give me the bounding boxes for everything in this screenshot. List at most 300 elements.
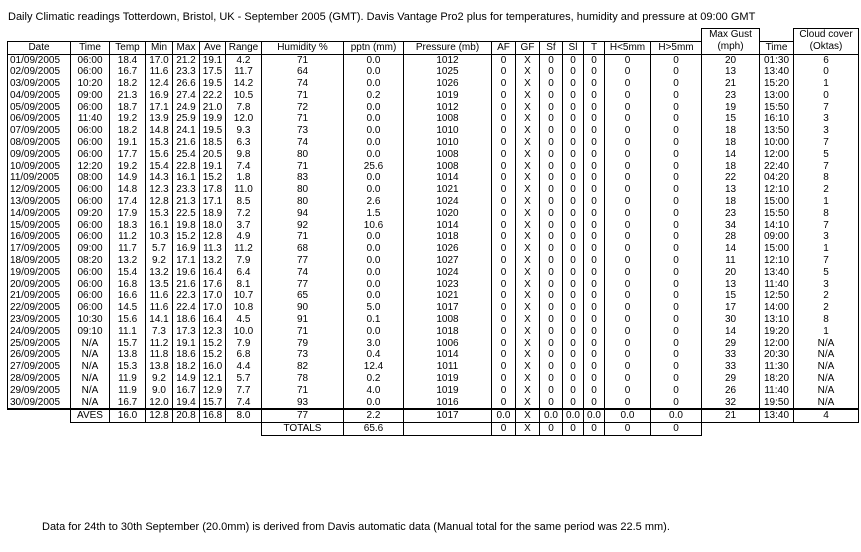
table-cell: 3: [794, 279, 859, 291]
table-cell: 0: [492, 137, 516, 149]
table-cell: 8.1: [226, 279, 262, 291]
table-cell: 0: [584, 385, 605, 397]
table-cell: 14.2: [226, 78, 262, 90]
table-cell: X: [516, 54, 540, 66]
table-cell: 0.0: [344, 326, 404, 338]
table-cell: 12:50: [760, 290, 794, 302]
table-cell: 13.2: [110, 255, 146, 267]
table-cell: 9.3: [226, 125, 262, 137]
table-cell: 1021: [404, 184, 492, 196]
aves-af: 0.0: [492, 409, 516, 423]
table-cell: 0: [540, 326, 563, 338]
table-cell: 0: [794, 66, 859, 78]
table-cell: N/A: [71, 349, 110, 361]
table-cell: 06:00: [71, 220, 110, 232]
table-cell: 8: [794, 314, 859, 326]
table-cell: 0: [563, 90, 584, 102]
table-cell: 12.0: [226, 113, 262, 125]
table-cell: 16.1: [173, 172, 200, 184]
table-cell: 64: [262, 66, 344, 78]
table-cell: 0.0: [344, 397, 404, 410]
table-cell: 7.4: [226, 397, 262, 410]
table-cell: 19.8: [173, 220, 200, 232]
table-cell: 07/09/2005: [8, 125, 71, 137]
table-cell: 0: [651, 326, 702, 338]
table-cell: 73: [262, 349, 344, 361]
table-cell: 9.2: [146, 373, 173, 385]
table-cell: 0: [563, 113, 584, 125]
table-cell: 21.6: [173, 279, 200, 291]
table-row: [8, 361, 859, 373]
table-cell: 12.8: [200, 231, 226, 243]
table-cell: 0: [651, 78, 702, 90]
table-cell: 22.2: [200, 90, 226, 102]
table-cell: 0: [540, 113, 563, 125]
table-cell: 0: [492, 208, 516, 220]
table-cell: 80: [262, 184, 344, 196]
table-cell: 0: [563, 184, 584, 196]
table-cell: 0: [492, 349, 516, 361]
table-cell: 14:00: [760, 302, 794, 314]
table-cell: N/A: [71, 373, 110, 385]
table-cell: 1012: [404, 54, 492, 66]
table-cell: 24/09/2005: [8, 326, 71, 338]
table-cell: 16.6: [110, 290, 146, 302]
table-cell: 09:20: [71, 208, 110, 220]
table-row: [8, 243, 859, 255]
table-cell: 09:00: [760, 231, 794, 243]
table-cell: 24.9: [173, 102, 200, 114]
table-cell: 17/09/2005: [8, 243, 71, 255]
table-cell: 15.2: [200, 172, 226, 184]
table-cell: 0: [584, 66, 605, 78]
table-cell: 04/09/2005: [8, 90, 71, 102]
table-cell: 18.7: [110, 102, 146, 114]
table-cell: X: [516, 314, 540, 326]
table-cell: 72: [262, 102, 344, 114]
table-cell: 0: [651, 397, 702, 410]
table-cell: 2: [794, 184, 859, 196]
table-cell: 6.4: [226, 267, 262, 279]
table-cell: 13:50: [760, 125, 794, 137]
table-cell: 17.1: [200, 196, 226, 208]
table-cell: 23.3: [173, 184, 200, 196]
table-cell: 0: [605, 314, 651, 326]
table-cell: X: [516, 172, 540, 184]
aves-hgt5: 0.0: [651, 409, 702, 423]
table-cell: 3.7: [226, 220, 262, 232]
table-cell: 11.2: [226, 243, 262, 255]
aves-sl: 0.0: [563, 409, 584, 423]
table-cell: 15.4: [110, 267, 146, 279]
table-cell: 0: [651, 125, 702, 137]
table-cell: 7: [794, 220, 859, 232]
table-cell: 0: [492, 102, 516, 114]
table-cell: 0: [492, 196, 516, 208]
table-cell: 1024: [404, 267, 492, 279]
table-cell: 0: [540, 385, 563, 397]
table-cell: 0: [651, 302, 702, 314]
table-cell: 19.1: [200, 161, 226, 173]
table-cell: 19.6: [173, 267, 200, 279]
table-cell: 18: [702, 137, 760, 149]
table-cell: 18: [702, 196, 760, 208]
table-cell: 13.9: [146, 113, 173, 125]
table-cell: 0: [584, 279, 605, 291]
table-cell: 1023: [404, 279, 492, 291]
table-cell: 1.5: [344, 208, 404, 220]
table-cell: 4.4: [226, 361, 262, 373]
table-cell: 1019: [404, 385, 492, 397]
table-cell: 77: [262, 255, 344, 267]
table-cell: 13: [702, 279, 760, 291]
header-t: T: [584, 41, 605, 54]
table-cell: 17.1: [173, 255, 200, 267]
table-cell: 92: [262, 220, 344, 232]
table-cell: 0: [492, 302, 516, 314]
table-cell: 71: [262, 231, 344, 243]
table-cell: 16:10: [760, 113, 794, 125]
table-row: [8, 113, 859, 125]
table-cell: 0: [605, 161, 651, 173]
table-cell: 06:00: [71, 102, 110, 114]
table-cell: 09:10: [71, 326, 110, 338]
table-cell: 0: [492, 184, 516, 196]
table-cell: 21/09/2005: [8, 290, 71, 302]
totals-gf: X: [516, 423, 540, 436]
table-cell: X: [516, 243, 540, 255]
table-cell: 1: [794, 326, 859, 338]
table-cell: 33: [702, 361, 760, 373]
table-cell: 10.6: [344, 220, 404, 232]
table-cell: 0: [563, 172, 584, 184]
table-cell: 8: [794, 208, 859, 220]
table-cell: 0: [492, 149, 516, 161]
table-cell: 0: [605, 78, 651, 90]
table-cell: 13: [702, 66, 760, 78]
header-gf: GF: [516, 41, 540, 54]
table-cell: 15:50: [760, 102, 794, 114]
table-row: [8, 385, 859, 397]
table-cell: 0.0: [344, 279, 404, 291]
table-cell: 7.2: [226, 208, 262, 220]
table-cell: 20:30: [760, 349, 794, 361]
table-cell: 0: [651, 361, 702, 373]
table-cell: 0: [605, 231, 651, 243]
header-range: Range: [226, 41, 262, 54]
table-cell: 12:20: [71, 161, 110, 173]
table-cell: 11.6: [146, 302, 173, 314]
table-cell: 18/09/2005: [8, 255, 71, 267]
table-cell: 13.8: [110, 349, 146, 361]
table-cell: 0: [563, 125, 584, 137]
table-cell: 1016: [404, 397, 492, 410]
table-cell: 17.6: [200, 279, 226, 291]
table-cell: 1012: [404, 102, 492, 114]
table-cell: 22/09/2005: [8, 302, 71, 314]
table-cell: 19.4: [173, 397, 200, 410]
table-cell: 0: [540, 172, 563, 184]
table-cell: 3: [794, 231, 859, 243]
table-cell: 1018: [404, 326, 492, 338]
table-cell: 0: [584, 243, 605, 255]
table-cell: 0: [492, 54, 516, 66]
table-cell: X: [516, 255, 540, 267]
table-cell: 28: [702, 231, 760, 243]
table-cell: 19/09/2005: [8, 267, 71, 279]
table-cell: 1026: [404, 78, 492, 90]
table-cell: 0: [563, 338, 584, 350]
table-row: [8, 255, 859, 267]
table-row: [8, 208, 859, 220]
table-cell: 19.1: [200, 54, 226, 66]
table-cell: 0.0: [344, 149, 404, 161]
totals-spacer: [8, 423, 71, 436]
table-cell: 0: [492, 90, 516, 102]
table-cell: 0: [540, 137, 563, 149]
table-cell: 17: [702, 302, 760, 314]
header-cloud: Cloud cover: [794, 29, 859, 42]
table-cell: 22.5: [173, 208, 200, 220]
table-cell: 0: [605, 243, 651, 255]
table-row: [8, 349, 859, 361]
table-cell: 15.6: [110, 314, 146, 326]
table-cell: 1024: [404, 196, 492, 208]
totals-sf: 0: [540, 423, 563, 436]
table-cell: 17.0: [200, 302, 226, 314]
table-cell: X: [516, 102, 540, 114]
table-cell: 06:00: [71, 290, 110, 302]
table-cell: 19:20: [760, 326, 794, 338]
table-cell: 0: [563, 349, 584, 361]
table-cell: 71: [262, 90, 344, 102]
table-cell: 3.0: [344, 338, 404, 350]
table-cell: 12:10: [760, 184, 794, 196]
table-cell: 1019: [404, 90, 492, 102]
table-cell: 1010: [404, 125, 492, 137]
table-cell: 05/09/2005: [8, 102, 71, 114]
table-cell: N/A: [794, 385, 859, 397]
table-cell: 06:00: [71, 267, 110, 279]
table-cell: 0: [605, 385, 651, 397]
table-cell: 06:00: [71, 137, 110, 149]
table-cell: 15:00: [760, 196, 794, 208]
table-cell: 19.1: [173, 338, 200, 350]
table-cell: 18.0: [200, 220, 226, 232]
totals-label: TOTALS: [262, 423, 344, 436]
table-cell: 0: [584, 397, 605, 410]
table-cell: 0: [540, 149, 563, 161]
table-cell: 0: [563, 208, 584, 220]
table-cell: X: [516, 373, 540, 385]
table-cell: 0: [651, 255, 702, 267]
table-cell: 1014: [404, 220, 492, 232]
table-cell: 11.2: [110, 231, 146, 243]
table-cell: 0: [540, 290, 563, 302]
header-humidity: Humidity %: [262, 41, 344, 54]
table-cell: 5: [794, 267, 859, 279]
table-cell: 0: [605, 279, 651, 291]
table-cell: N/A: [794, 397, 859, 410]
table-cell: 25.9: [173, 113, 200, 125]
table-cell: 18:20: [760, 373, 794, 385]
totals-hlt5: 0: [605, 423, 651, 436]
table-cell: 8.5: [226, 196, 262, 208]
table-cell: 5.7: [226, 373, 262, 385]
table-cell: 29: [702, 373, 760, 385]
table-cell: 10:00: [760, 137, 794, 149]
table-cell: 0: [563, 314, 584, 326]
table-cell: 17.0: [200, 290, 226, 302]
table-cell: 4.9: [226, 231, 262, 243]
table-cell: 0: [584, 172, 605, 184]
table-cell: 1: [794, 78, 859, 90]
table-cell: 0: [584, 267, 605, 279]
table-cell: 1020: [404, 208, 492, 220]
table-cell: 10/09/2005: [8, 161, 71, 173]
table-cell: 15.6: [146, 149, 173, 161]
table-cell: 19.1: [110, 137, 146, 149]
table-cell: 22.8: [173, 161, 200, 173]
table-cell: 17.7: [110, 149, 146, 161]
table-cell: 13/09/2005: [8, 196, 71, 208]
table-row: [8, 338, 859, 350]
table-cell: 0: [651, 373, 702, 385]
table-cell: 1008: [404, 161, 492, 173]
table-cell: 19.2: [110, 113, 146, 125]
table-cell: 0: [492, 231, 516, 243]
table-cell: 0: [540, 161, 563, 173]
table-cell: 25.6: [344, 161, 404, 173]
table-cell: 0.0: [344, 290, 404, 302]
table-cell: 16.7: [110, 66, 146, 78]
table-cell: 0.0: [344, 184, 404, 196]
table-cell: 0: [563, 373, 584, 385]
table-cell: X: [516, 90, 540, 102]
table-cell: 17.8: [200, 184, 226, 196]
table-cell: 0: [605, 184, 651, 196]
table-cell: X: [516, 385, 540, 397]
table-cell: 0: [584, 231, 605, 243]
table-cell: 7: [794, 255, 859, 267]
table-cell: 12.9: [200, 385, 226, 397]
table-cell: 6.8: [226, 349, 262, 361]
table-cell: 14: [702, 149, 760, 161]
aves-t: 0.0: [584, 409, 605, 423]
table-cell: 1: [794, 196, 859, 208]
table-cell: 12.4: [344, 361, 404, 373]
table-cell: 12.4: [146, 78, 173, 90]
header-cloud-unit: (Oktas): [794, 41, 859, 54]
table-cell: 0: [563, 267, 584, 279]
table-cell: 19: [702, 102, 760, 114]
table-cell: 0: [540, 314, 563, 326]
table-cell: 0.0: [344, 255, 404, 267]
aves-gust: 21: [702, 409, 760, 423]
table-cell: 13:40: [760, 66, 794, 78]
table-cell: 27.4: [173, 90, 200, 102]
header-pressure: Pressure (mb): [404, 41, 492, 54]
table-cell: 0: [492, 243, 516, 255]
table-cell: 18.5: [200, 137, 226, 149]
table-cell: X: [516, 196, 540, 208]
table-row: [8, 78, 859, 90]
table-cell: 0: [492, 113, 516, 125]
table-cell: X: [516, 161, 540, 173]
table-cell: 17.4: [110, 196, 146, 208]
table-row: [8, 137, 859, 149]
table-cell: 0: [540, 279, 563, 291]
table-cell: 0: [563, 54, 584, 66]
table-cell: 71: [262, 161, 344, 173]
table-cell: 11:40: [71, 113, 110, 125]
table-cell: 11:40: [760, 279, 794, 291]
table-cell: 82: [262, 361, 344, 373]
table-cell: 71: [262, 113, 344, 125]
table-cell: 14.8: [146, 125, 173, 137]
table-cell: 0: [651, 149, 702, 161]
header-hgt5: H>5mm: [651, 41, 702, 54]
table-cell: 79: [262, 338, 344, 350]
table-cell: 28/09/2005: [8, 373, 71, 385]
table-cell: 18: [702, 125, 760, 137]
table-cell: 11.1: [110, 326, 146, 338]
table-row: [8, 231, 859, 243]
table-cell: 0: [540, 78, 563, 90]
table-cell: 06:00: [71, 184, 110, 196]
table-cell: 19:50: [760, 397, 794, 410]
header-pptn: pptn (mm): [344, 41, 404, 54]
header-temp: Temp: [110, 41, 146, 54]
table-cell: 0: [563, 385, 584, 397]
table-cell: 0: [492, 66, 516, 78]
table-cell: 26/09/2005: [8, 349, 71, 361]
table-cell: 6.3: [226, 137, 262, 149]
table-cell: 21.6: [173, 137, 200, 149]
table-cell: 1014: [404, 172, 492, 184]
table-row: [8, 326, 859, 338]
table-cell: 0: [563, 279, 584, 291]
table-cell: N/A: [71, 361, 110, 373]
table-cell: 0: [584, 54, 605, 66]
table-cell: 9.0: [146, 385, 173, 397]
table-cell: 0: [584, 349, 605, 361]
table-cell: 0: [605, 397, 651, 410]
table-cell: 22: [702, 172, 760, 184]
table-cell: 0: [492, 279, 516, 291]
table-cell: 11.2: [146, 338, 173, 350]
table-cell: 0.0: [344, 102, 404, 114]
table-cell: N/A: [71, 385, 110, 397]
aves-gf: X: [516, 409, 540, 423]
aves-pptn: 2.2: [344, 409, 404, 423]
table-cell: 17.3: [173, 326, 200, 338]
table-cell: 22.4: [173, 302, 200, 314]
table-cell: 91: [262, 314, 344, 326]
footnote: Data for 24th to 30th September (20.0mm) is derived from Davis automatic data (Manual total for the same period was 22.5 mm).: [42, 521, 670, 533]
table-cell: 4.0: [344, 385, 404, 397]
table-cell: 11.6: [146, 66, 173, 78]
table-cell: 20: [702, 267, 760, 279]
table-cell: 0: [605, 290, 651, 302]
table-cell: 0: [492, 361, 516, 373]
table-cell: 0: [563, 361, 584, 373]
table-cell: 0: [563, 220, 584, 232]
totals-spacer: [110, 423, 146, 436]
table-cell: 14.9: [110, 172, 146, 184]
table-cell: 7: [794, 102, 859, 114]
table-cell: 04:20: [760, 172, 794, 184]
